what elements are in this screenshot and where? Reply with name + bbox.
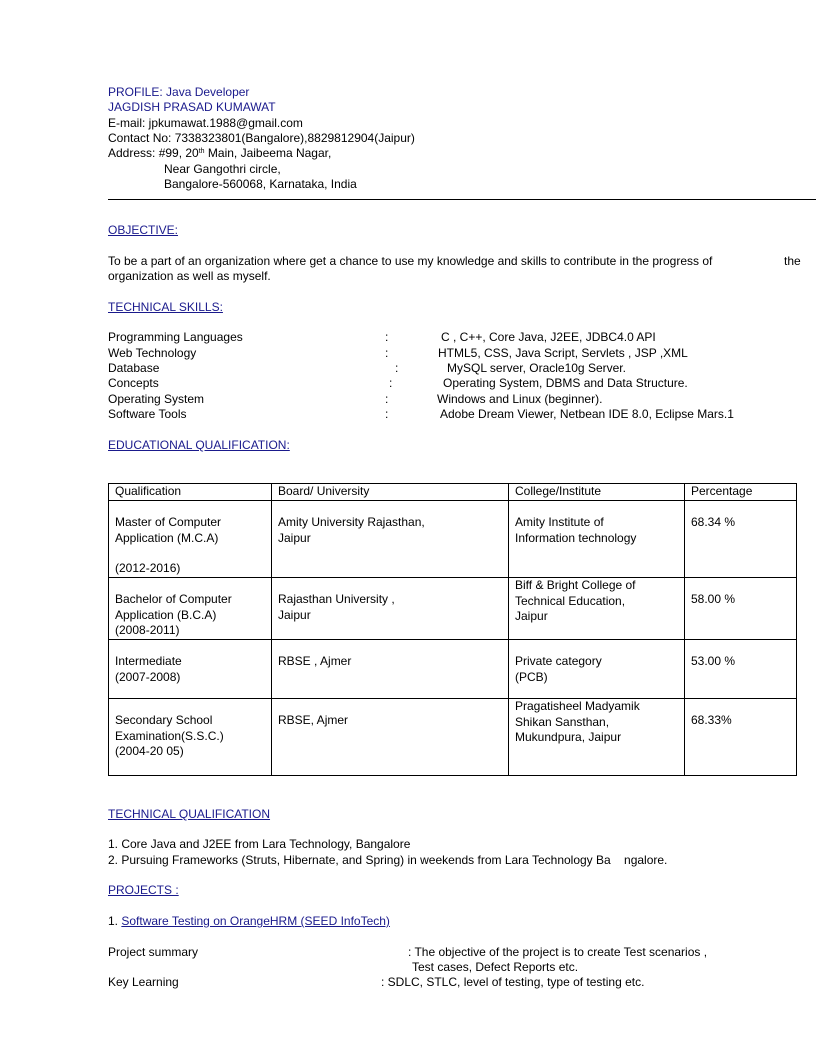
key-learning-value: : SDLC, STLC, level of testing, type of testing etc. (381, 975, 645, 989)
project-summary-line-2: Test cases, Defect Reports etc. (412, 960, 579, 974)
qualification-line: Master of Computer (115, 515, 222, 529)
qualification-cell (109, 640, 272, 699)
skill-value: Operating System, DBMS and Data Structure. (443, 376, 688, 390)
skill-separator: : (385, 346, 389, 360)
college-line: Information technology (515, 530, 637, 545)
profile-value: Java Developer (166, 85, 250, 99)
qualification-line: Examination(S.S.C.) (115, 728, 224, 743)
address-prefix: Address: #99, 20 (108, 146, 199, 160)
projects-heading: PROJECTS : (108, 883, 179, 897)
address-sup: th (198, 148, 205, 155)
qualification-line: Intermediate (115, 654, 182, 668)
qualification-line: Bachelor of Computer (115, 592, 232, 606)
board-cell (272, 578, 509, 640)
address-suffix: Main, Jaibeema Nagar, (204, 146, 332, 160)
college-line: Amity Institute of (515, 515, 604, 529)
project-number: 1. (108, 914, 119, 928)
college-cell (509, 501, 685, 578)
board-line: Rajasthan University , (278, 592, 395, 606)
percentage-cell: 53.00 % (685, 640, 797, 699)
college-cell (509, 578, 685, 640)
address-line-1 (108, 146, 331, 161)
board-line: Jaipur (278, 607, 311, 622)
project-title-line (108, 914, 390, 929)
skill-label: Concepts (108, 376, 159, 390)
tech-qualification-item: 2. Pursuing Frameworks (Struts, Hibernate, and Spring) in weekends from Lara Technology Ba ngalore. (108, 853, 668, 867)
education-table (108, 483, 797, 776)
percentage-cell: 68.33% (685, 699, 797, 776)
project-summary-label: Project summary (108, 945, 199, 959)
board-line: Jaipur (278, 530, 311, 545)
skill-label: Web Technology (108, 346, 197, 360)
column-header: Board/ University (272, 484, 509, 501)
address-line-2: Near Gangothri circle, (164, 162, 281, 176)
tech-qualification-item: 1. Core Java and J2EE from Lara Technology, Bangalore (108, 837, 411, 851)
table-row (109, 640, 797, 699)
skill-separator: : (389, 376, 393, 390)
skill-label: Software Tools (108, 407, 187, 421)
college-line: Private category (515, 654, 602, 668)
skill-label: Programming Languages (108, 330, 243, 344)
board-cell (272, 640, 509, 699)
qualification-line: Application (M.C.A) (115, 530, 219, 545)
skill-label: Operating System (108, 392, 205, 406)
college-line: Technical Education, (515, 593, 626, 608)
column-header: College/Institute (509, 484, 685, 501)
qualification-cell (109, 578, 272, 640)
college-line: Mukundpura, Jaipur (515, 730, 622, 744)
college-line: (PCB) (515, 669, 548, 684)
column-header: Qualification (109, 484, 272, 501)
skill-value: Adobe Dream Viewer, Netbean IDE 8.0, Eclipse Mars.1 (440, 407, 734, 421)
skill-separator: : (385, 330, 389, 344)
qualification-years: (2004-20 05) (115, 744, 184, 758)
skill-separator: : (385, 392, 389, 406)
column-header: Percentage (685, 484, 797, 501)
percentage-cell: 58.00 % (685, 578, 797, 640)
board-line: RBSE, Ajmer (278, 713, 349, 727)
objective-line-1: To be a part of an organization where get a chance to use my knowledge and skills to contribute in the progress of (108, 254, 713, 268)
table-row (109, 699, 797, 776)
board-line: Amity University Rajasthan, (278, 515, 425, 529)
profile-line (108, 85, 249, 100)
board-cell (272, 501, 509, 578)
tech-qualification-heading: TECHNICAL QUALIFICATION (108, 807, 271, 821)
profile-label: PROFILE: (108, 85, 163, 99)
college-cell (509, 699, 685, 776)
board-line: RBSE , Ajmer (278, 654, 352, 668)
key-learning-label: Key Learning (108, 975, 179, 989)
project-title: Software Testing on OrangeHRM (SEED InfoTech) (121, 914, 390, 928)
table-row (109, 501, 797, 578)
skill-label: Database (108, 361, 160, 375)
skill-value: HTML5, CSS, Java Script, Servlets , JSP ,XML (438, 346, 688, 360)
board-cell (272, 699, 509, 776)
skill-value: C , C++, Core Java, J2EE, JDBC4.0 API (441, 330, 656, 344)
college-line: Jaipur (515, 609, 548, 623)
objective-heading: OBJECTIVE: (108, 223, 179, 237)
qualification-years: (2007-2008) (115, 669, 181, 684)
address-line-3: Bangalore-560068, Karnataka, India (164, 177, 357, 191)
college-cell (509, 640, 685, 699)
college-line: Shikan Sansthan, (515, 714, 610, 729)
qualification-line: Application (B.C.A) (115, 607, 217, 622)
skill-value: Windows and Linux (beginner). (437, 392, 603, 406)
table-header-row (109, 484, 797, 501)
table-row (109, 578, 797, 640)
college-line: Biff & Bright College of (515, 578, 636, 592)
qualification-cell (109, 501, 272, 578)
qualification-line: Secondary School (115, 713, 213, 727)
candidate-name: JAGDISH PRASAD KUMAWAT (108, 100, 276, 114)
objective-line-1-end: the (784, 254, 801, 268)
skills-heading: TECHNICAL SKILLS: (108, 300, 223, 314)
percentage-cell: 68.34 % (685, 501, 797, 578)
skill-value: MySQL server, Oracle10g Server. (447, 361, 626, 375)
qualification-years: (2008-2011) (115, 623, 180, 637)
project-summary-line-1: : The objective of the project is to create Test scenarios , (408, 945, 708, 959)
education-heading: EDUCATIONAL QUALIFICATION: (108, 438, 290, 452)
skill-separator: : (395, 361, 399, 375)
contact: Contact No: 7338323801(Bangalore),8829812904(Jaipur) (108, 131, 415, 145)
college-line: Pragatisheel Madyamik (515, 699, 640, 713)
qualification-cell (109, 699, 272, 776)
qualification-years: (2012-2016) (115, 561, 181, 575)
email: E-mail: jpkumawat.1988@gmail.com (108, 116, 303, 130)
objective-line-2: organization as well as myself. (108, 269, 271, 283)
header-divider (108, 199, 816, 200)
skill-separator: : (385, 407, 389, 421)
